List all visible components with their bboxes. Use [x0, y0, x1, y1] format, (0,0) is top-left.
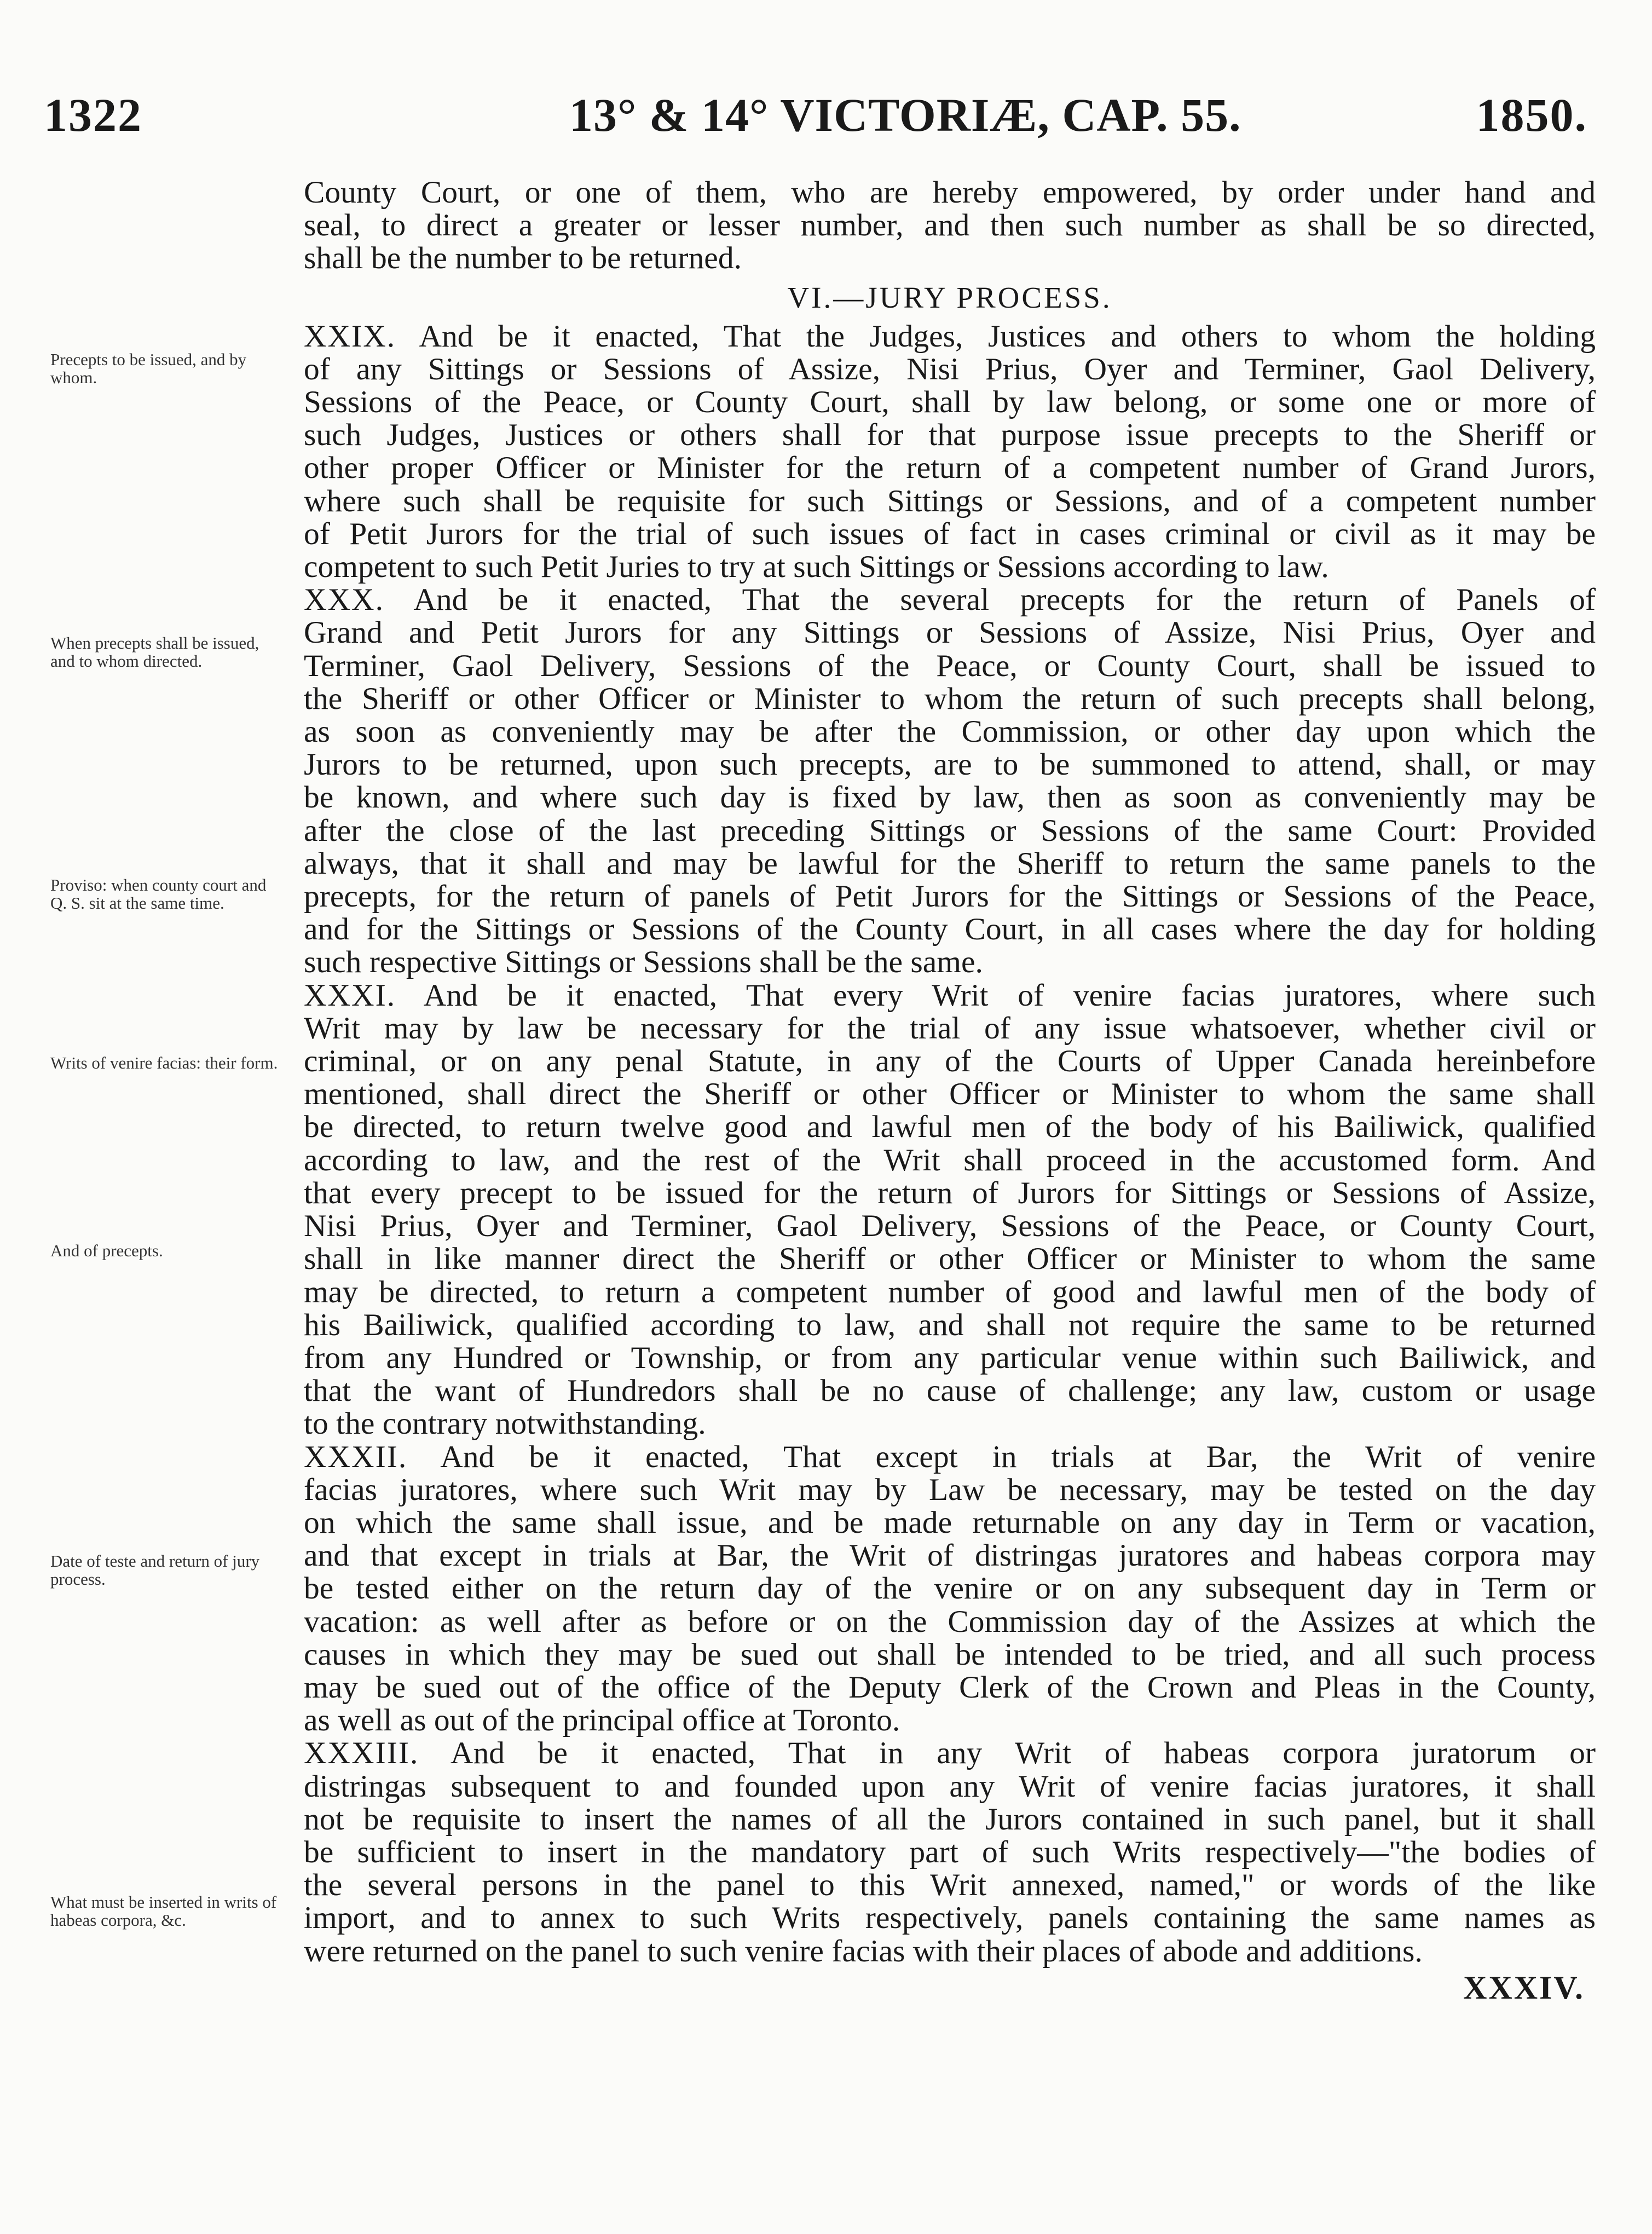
margin-note-proviso: Proviso: when county court and Q. S. sit at the same time.: [50, 875, 267, 913]
catchword: XXXIV.: [1463, 1969, 1585, 2006]
section-number: XXXIII.: [304, 1736, 419, 1771]
text-line: that every precept to be issued for the return of Jurors for Sittings or Sessions of Assize,: [304, 1175, 1596, 1210]
margin-note-teste-return: Date of teste and return of jury process.: [50, 1551, 260, 1589]
text-line: such Judges, Justices or others shall for that purpose issue precepts to the Sheriff or: [304, 418, 1596, 453]
text-line: criminal, or on any penal Statute, in any of the Courts of Upper Canada hereinbefore: [304, 1044, 1596, 1079]
text-line: his Bailiwick, qualified according to law, and shall not require the same to be returned: [304, 1307, 1596, 1342]
text-line: of Petit Jurors for the trial of such issues of fact in cases criminal or civil as it may be: [304, 516, 1596, 551]
section-number: XXX.: [304, 582, 384, 617]
section-heading: VI.—JURY PROCESS.: [787, 280, 1112, 314]
text-line: be tested either on the return day of the venire or on any subsequent day in Term or: [304, 1571, 1596, 1606]
text-line: always, that it shall and may be lawful for the Sheriff to return the same panels to the: [304, 846, 1596, 881]
page-year: 1850.: [1476, 89, 1587, 141]
text-line: the Sheriff or other Officer or Minister to whom the return of such precepts shall belong,: [304, 681, 1596, 716]
text-line: such respective Sittings or Sessions shall be the same.: [304, 945, 983, 980]
margin-note-when-precepts: When precepts shall be issued, and to whom directed.: [50, 633, 259, 671]
text-line: Jurors to be returned, upon such precepts, are to be summoned to attend, shall, or may: [304, 747, 1596, 782]
section-xxx: [304, 584, 1596, 979]
text-line: be known, and where such day is fixed by law, then as soon as conveniently may be: [304, 780, 1596, 815]
text-line: XXXII. And be it enacted, That except in trials at Bar, the Writ of venire: [304, 1439, 1596, 1474]
intro-line: seal, to direct a greater or lesser number, and then such number as shall be so directed,: [304, 208, 1596, 243]
text-line: mentioned, shall direct the Sheriff or other Officer or Minister to whom the same shall: [304, 1077, 1596, 1112]
text-line: Grand and Petit Jurors for any Sittings or Sessions of Assize, Nisi Prius, Oyer and: [304, 615, 1596, 650]
text-line: XXXI. And be it enacted, That every Writ of venire facias juratores, where such: [304, 978, 1596, 1013]
text-line: facias juratores, where such Writ may by Law be necessary, may be tested on the day: [304, 1472, 1596, 1507]
text-line: Writ may by law be necessary for the trial of any issue whatsoever, whether civil or: [304, 1011, 1596, 1046]
text-line: XXIX. And be it enacted, That the Judges, Justices and others to whom the holding: [304, 319, 1596, 354]
text-line: shall in like manner direct the Sheriff or other Officer or Minister to whom the same: [304, 1242, 1596, 1277]
text-line: and for the Sittings or Sessions of the County Court, in all cases where the day for holding: [304, 912, 1596, 947]
section-xxxiii: [304, 1737, 1596, 1967]
text-line: of any Sittings or Sessions of Assize, Nisi Prius, Oyer and Terminer, Gaol Delivery,: [304, 351, 1596, 386]
page-header: [44, 88, 1587, 148]
text-line: the several persons in the panel to this Writ annexed, named," or words of the like: [304, 1868, 1596, 1903]
section-xxxii: [304, 1441, 1596, 1737]
running-title: 13° & 14° VICTORIÆ, CAP. 55.: [569, 89, 1241, 141]
text-line: after the close of the last preceding Sittings or Sessions of the same Court: Provided: [304, 813, 1596, 848]
text-line: may be sued out of the office of the Deputy Clerk of the Crown and Pleas in the County,: [304, 1670, 1596, 1705]
text-line: not be requisite to insert the names of all the Jurors contained in such panel, but it shall: [304, 1802, 1596, 1837]
statute-body: [304, 176, 1596, 2004]
text-line: distringas subsequent to and founded upon any Writ of venire facias juratores, it shall: [304, 1769, 1596, 1804]
text-line: other proper Officer or Minister for the return of a competent number of Grand Jurors,: [304, 451, 1596, 486]
intro-paragraph: [304, 176, 1596, 275]
text-line: from any Hundred or Township, or from any particular venue within such Bailiwick, and: [304, 1340, 1596, 1375]
text-line: precepts, for the return of panels of Petit Jurors for the Sittings or Sessions of the Peace,: [304, 879, 1596, 914]
section-xxxi: [304, 979, 1596, 1441]
page-number: 1322: [44, 89, 142, 141]
text-line: may be directed, to return a competent number of good and lawful men of the body of: [304, 1274, 1596, 1309]
text-line: Terminer, Gaol Delivery, Sessions of the Peace, or County Court, shall be issued to: [304, 648, 1596, 683]
text-line: according to law, and the rest of the Writ shall proceed in the accustomed form. And: [304, 1142, 1596, 1177]
margin-note-writs-venire: Writs of venire facias: their form.: [50, 1053, 278, 1072]
section-number: XXXII.: [304, 1439, 408, 1474]
text-line: where such shall be requisite for such Sittings or Sessions, and of a competent number: [304, 483, 1596, 518]
text-line: competent to such Petit Juries to try at such Sittings or Sessions according to law.: [304, 550, 1329, 585]
text-line: on which the same shall issue, and be made returnable on any day in Term or vacation,: [304, 1505, 1596, 1540]
text-line: were returned on the panel to such venire facias with their places of abode and additions.: [304, 1933, 1423, 1969]
text-line: and that except in trials at Bar, the Writ of distringas juratores and habeas corpora may: [304, 1538, 1596, 1573]
text-line: to the contrary notwithstanding.: [304, 1406, 706, 1441]
margin-note-habeas-corpora: What must be inserted in writs of habeas corpora, &c.: [50, 1892, 277, 1930]
margin-note-precepts: Precepts to be issued, and by whom.: [50, 350, 247, 387]
text-line: as soon as conveniently may be after the Commission, or other day upon which the: [304, 714, 1596, 749]
section-number: XXXI.: [304, 978, 396, 1013]
intro-line: County Court, or one of them, who are hereby empowered, by order under hand and: [304, 175, 1596, 210]
intro-line: shall be the number to be returned.: [304, 241, 742, 276]
text-line: Sessions of the Peace, or County Court, shall by law belong, or some one or more of: [304, 385, 1596, 420]
text-line: import, and to annex to such Writs respectively, panels containing the same names as: [304, 1901, 1596, 1936]
text-line: as well as out of the principal office at Toronto.: [304, 1703, 900, 1738]
text-line: XXXIII. And be it enacted, That in any Writ of habeas corpora juratorum or: [304, 1736, 1596, 1771]
text-line: be directed, to return twelve good and lawful men of the body of his Bailiwick, qualified: [304, 1110, 1596, 1145]
section-xxix: [304, 320, 1596, 584]
text-line: vacation: as well after as before or on the Commission day of the Assizes at which the: [304, 1604, 1596, 1639]
text-line: XXX. And be it enacted, That the several precepts for the return of Panels of: [304, 582, 1596, 617]
text-line: Nisi Prius, Oyer and Terminer, Gaol Delivery, Sessions of the Peace, or County Court,: [304, 1209, 1596, 1244]
margin-note-precepts-form: And of precepts.: [50, 1241, 163, 1260]
text-line: causes in which they may be sued out shall be intended to be tried, and all such process: [304, 1637, 1596, 1672]
text-line: be sufficient to insert in the mandatory part of such Writs respectively—"the bodies of: [304, 1834, 1596, 1869]
text-line: that the want of Hundredors shall be no cause of challenge; any law, custom or usage: [304, 1373, 1596, 1408]
section-number: XXIX.: [304, 319, 396, 354]
